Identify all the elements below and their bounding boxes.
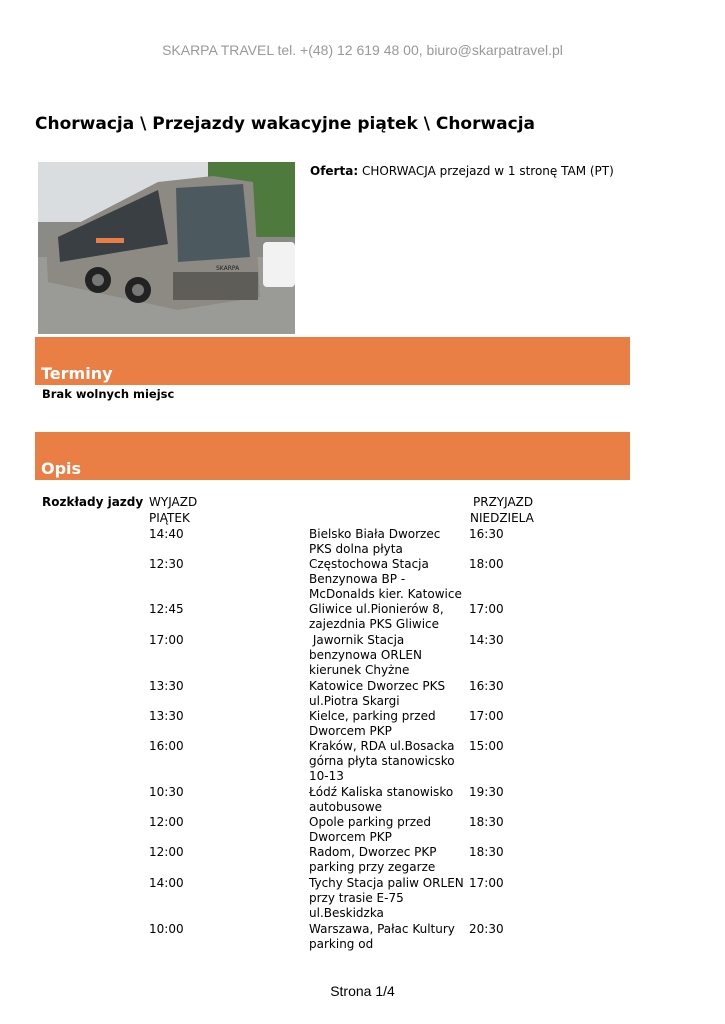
stop-location [309, 557, 471, 603]
stop-location-line: Dworcem PKP [309, 724, 392, 739]
stop-location-line: parking przy zegarze [309, 860, 436, 875]
arrival-time: 19:30 [469, 785, 504, 799]
arrival-header-line: NIEDZIELA [470, 510, 534, 525]
section-terminy-title: Terminy [41, 364, 113, 383]
section-opis [35, 432, 630, 480]
arrival-time: 18:00 [469, 557, 504, 571]
stop-location-line: Kraków, RDA ul.Bosacka [309, 739, 455, 753]
departure-time: 12:00 [149, 845, 184, 859]
section-opis-title: Opis [41, 459, 82, 478]
departure-header-line: WYJAZD [149, 495, 198, 509]
stop-location-line: PKS dolna płyta [309, 542, 403, 557]
stop-location-line: parking od [309, 937, 374, 952]
page-number: Strona 1/4 [330, 983, 395, 999]
departure-time: 13:30 [149, 679, 184, 693]
stop-location [309, 845, 471, 875]
arrival-time: 18:30 [469, 815, 504, 829]
schedule-label: Rozkłady jazdy [42, 495, 144, 509]
stop-location-line: kierunek Chyżne [309, 663, 410, 678]
arrival-time: 15:00 [469, 739, 504, 753]
stop-location-line: Jawornik Stacja [309, 633, 405, 647]
stop-location-line: Warszawa, Pałac Kultury [309, 922, 455, 936]
departure-time: 16:00 [149, 739, 184, 753]
bus-brand-label: SKARPA [216, 265, 240, 272]
stop-location-line: Częstochowa Stacja [309, 557, 429, 571]
stop-location-line: McDonalds kier. Katowice [309, 587, 462, 602]
bus-illustration [38, 162, 295, 334]
stop-location [309, 739, 471, 785]
offer-label: Oferta: [310, 164, 359, 178]
stop-location-line: Opole parking przed [309, 815, 432, 829]
section-terminy [35, 337, 630, 385]
stop-location-line: Kielce, parking przed [309, 709, 436, 723]
offer [310, 164, 614, 178]
stop-location-line: benzynowa ORLEN [309, 648, 422, 663]
stop-location-line: górna płyta stanowicsko [309, 754, 455, 769]
departure-time: 10:00 [149, 922, 184, 936]
offer-text: CHORWACJA przejazd w 1 stronę TAM (PT) [361, 164, 614, 178]
arrival-time: 20:30 [469, 922, 504, 936]
departure-time: 17:00 [149, 633, 184, 647]
stop-location-line: Tychy Stacja paliw ORLEN [309, 876, 464, 890]
departure-time: 12:00 [149, 815, 184, 829]
arrival-time: 17:00 [469, 876, 504, 890]
stop-location [309, 602, 471, 632]
stop-location [309, 815, 471, 845]
arrival-time: 14:30 [469, 633, 504, 647]
stop-location-line: Gliwice ul.Pionierów 8, [309, 602, 444, 616]
stop-location-line: ul.Piotra Skargi [309, 694, 400, 709]
departure-time: 14:40 [149, 527, 184, 541]
arrival-time: 16:30 [469, 527, 504, 541]
page-title: Chorwacja \ Przejazdy wakacyjne piątek \ Chorwacja [35, 114, 536, 134]
departure-time: 12:45 [149, 602, 184, 616]
bus-photo [38, 162, 295, 334]
stop-location [309, 876, 471, 922]
arrival-time: 16:30 [469, 679, 504, 693]
stop-location-line: Katowice Dworzec PKS [309, 679, 446, 693]
arrival-time: 18:30 [469, 845, 504, 859]
stop-location-line: Benzynowa BP - [309, 572, 406, 587]
departure-header [149, 495, 269, 526]
stop-location-line: Bielsko Biała Dworzec [309, 527, 441, 541]
departure-time: 14:00 [149, 876, 184, 890]
stop-location [309, 922, 471, 952]
stop-location-line: 10-13 [309, 769, 344, 784]
arrival-header-line: PRZYJAZD [473, 495, 534, 509]
stop-location [309, 633, 471, 679]
arrival-time: 17:00 [469, 709, 504, 723]
arrival-header [470, 495, 590, 526]
departure-header-line: PIĄTEK [149, 510, 190, 525]
stop-location [309, 679, 471, 709]
stop-location-line: Dworcem PKP [309, 830, 392, 845]
stop-location [309, 785, 471, 815]
stop-location [309, 527, 471, 557]
stop-location-line: autobusowe [309, 800, 383, 815]
departure-time: 13:30 [149, 709, 184, 723]
stop-location-line: zajezdnia PKS Gliwice [309, 617, 440, 632]
header-contact: SKARPA TRAVEL tel. +(48) 12 619 48 00, biuro@skarpatravel.pl [162, 42, 563, 58]
arrival-time: 17:00 [469, 602, 504, 616]
stop-location-line: Łódź Kaliska stanowisko [309, 785, 454, 799]
stop-location-line: przy trasie E-75 [309, 891, 404, 906]
stop-location [309, 709, 471, 739]
departure-time: 12:30 [149, 557, 184, 571]
stop-location-line: ul.Beskidzka [309, 906, 384, 921]
departure-time: 10:30 [149, 785, 184, 799]
stop-location-line: Radom, Dworzec PKP [309, 845, 437, 859]
availability-status: Brak wolnych miejsc [42, 387, 175, 401]
